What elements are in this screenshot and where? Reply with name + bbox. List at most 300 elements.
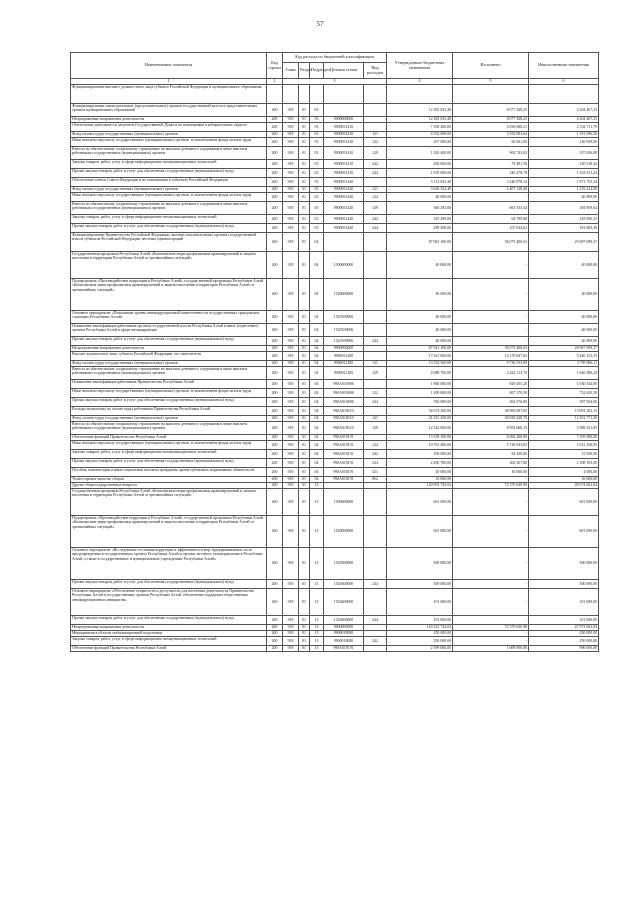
row-vid: 244 (364, 580, 387, 589)
header-index-1: 1 (71, 79, 267, 85)
row-approved: 1 200 000,00 (387, 389, 453, 398)
row-glava: 918 (283, 187, 299, 193)
row-executed: 8 953 668,15 (453, 422, 529, 435)
row-line-code: 200 (267, 311, 283, 324)
row-razdel: 01 (299, 215, 310, 224)
row-target: 9900051410 (324, 123, 364, 132)
row-vid: 242 (364, 160, 387, 169)
row-podrazdel: 03 (310, 132, 324, 138)
row-glava: 918 (283, 233, 299, 252)
row-vid (364, 252, 387, 279)
row-line-code: 200 (267, 147, 283, 160)
row-podrazdel: 04 (310, 311, 324, 324)
header-name: Наименование показателя (71, 53, 267, 79)
row-executed: - (453, 477, 529, 483)
row-target: 9900051420 (324, 187, 364, 193)
row-glava: 918 (283, 637, 299, 646)
row-glava: 918 (283, 380, 299, 389)
row-podrazdel: 03 (310, 215, 324, 224)
row-line-code: 200 (267, 104, 283, 117)
row-line-code: 200 (267, 132, 283, 138)
row-unexecuted: 40 000,00 (529, 337, 599, 346)
row-razdel: 01 (299, 441, 310, 450)
row-podrazdel: 13 (310, 516, 324, 548)
row-name: Обеспечение деятельности депутатов Государственной Думы и их помощников в избирательных округах (71, 123, 267, 132)
row-name: Иные выплаты персоналу государственных (муниципальных) органов, за исключением фонда оплаты труда (71, 138, 267, 147)
row-unexecuted: 500 000,00 (529, 548, 599, 580)
row-glava: 918 (283, 483, 299, 489)
row-razdel: 01 (299, 435, 310, 441)
row-name: Взносы по обязательному социальному страхованию на выплаты денежного содержания и иные выплаты работникам государственных (муниципальных) органов (71, 367, 267, 380)
row-name: Прочая закупка товаров, работ и услуг для обеспечения государственных (муниципальных) нужд (71, 224, 267, 233)
row-target: 990А010006 (324, 398, 364, 407)
row-target: 9900000000 (324, 346, 364, 352)
row-approved: 12 542 000,00 (387, 422, 453, 435)
row-glava: 918 (283, 646, 299, 652)
row-target: 990А018191 (324, 646, 364, 652)
row-glava: 918 (283, 435, 299, 441)
row-approved: 40 000,00 (387, 337, 453, 346)
row-line-code: 200 (267, 477, 283, 483)
row-vid: 852 (364, 477, 387, 483)
row-approved (387, 85, 453, 104)
row-target: 990А018191 (324, 468, 364, 477)
row-target: 1500000000 (324, 489, 364, 516)
row-razdel: 01 (299, 352, 310, 361)
row-unexecuted: 4 204 467,23 (529, 104, 599, 117)
row-approved: 101 000,00 (387, 589, 453, 616)
row-unexecuted: 145 690,32 (529, 215, 599, 224)
table-row (71, 215, 599, 224)
table-row (71, 367, 599, 380)
table-row (71, 516, 599, 548)
row-vid: 121 (364, 132, 387, 138)
row-approved: 40 000,00 (387, 279, 453, 311)
row-line-code (267, 85, 283, 104)
row-target: 1520400000 (324, 616, 364, 625)
row-podrazdel: 03 (310, 117, 324, 123)
row-glava: 918 (283, 138, 299, 147)
row-podrazdel: 04 (310, 441, 324, 450)
row-approved: 20 000,00 (387, 468, 453, 477)
row-podrazdel: 04 (310, 416, 324, 422)
row-target: 9900051410 (324, 147, 364, 160)
row-executed: 9 736 533,89 (453, 361, 529, 367)
row-razdel: 01 (299, 337, 310, 346)
row-target: 9900000000 (324, 625, 364, 631)
row-name: Взносы по обязательному социальному страхованию на выплаты денежного содержания и иные выплаты работникам государственных (муниципальных) органов (71, 202, 267, 215)
row-executed: 6 062 200,00 (453, 435, 529, 441)
row-executed: 30 029 428,70 (453, 416, 529, 422)
row-executed: 8 077 568,25 (453, 104, 529, 117)
row-razdel: 01 (299, 468, 310, 477)
row-glava: 918 (283, 441, 299, 450)
row-name: Прочая закупка товаров, работ и услуг для обеспечения государственных (муниципальных) нужд (71, 459, 267, 468)
row-name: Функционирование законодательных (представительных) органов государственной власти и представительных органов муниципальных образований (71, 104, 267, 117)
row-razdel: 01 (299, 233, 310, 252)
row-podrazdel: 03 (310, 123, 324, 132)
row-name: Подпрограмма «Противодействие коррупции в Республике Алтай» государственной программы Республики Алтай «Комплексные меры профилактики правонарушений и защиты населения и территории Республики Алтай от чрезвычайных ситуаций» (71, 279, 267, 311)
row-glava: 918 (283, 252, 299, 279)
row-executed: - (453, 311, 529, 324)
row-executed: 3 352 903,64 (453, 132, 529, 138)
row-razdel: 01 (299, 202, 310, 215)
table-row (71, 441, 599, 450)
row-line-code: 200 (267, 483, 283, 489)
row-executed: 79 481,56 (453, 160, 529, 169)
row-podrazdel: 03 (310, 193, 324, 202)
row-name: Иные выплаты персоналу государственных (муниципальных) органов, за исключением фонда оплаты труда (71, 389, 267, 398)
table-row (71, 202, 599, 215)
row-razdel: 01 (299, 422, 310, 435)
row-vid: 244 (364, 459, 387, 468)
row-line-code: 200 (267, 422, 283, 435)
row-approved: 54 074 200,00 (387, 407, 453, 416)
row-podrazdel: 04 (310, 477, 324, 483)
row-executed: - (453, 324, 529, 337)
row-unexecuted: 284 959,64 (529, 202, 599, 215)
row-vid: 242 (364, 215, 387, 224)
row-executed: 60 061,00 (453, 138, 529, 147)
header-razdel: Раздел (299, 63, 310, 79)
row-podrazdel: 04 (310, 450, 324, 459)
row-approved: 120 953 743,02 (387, 483, 453, 489)
row-unexecuted: 28 967 699,37 (529, 346, 599, 352)
row-podrazdel: 04 (310, 422, 324, 435)
row-executed: - (453, 580, 529, 589)
row-podrazdel: 04 (310, 367, 324, 380)
row-podrazdel (310, 85, 324, 104)
row-target: 990А018110 (324, 407, 364, 416)
row-name: Иные выплаты персоналу государственных (муниципальных) органов, за исключением фонда оплаты труда (71, 193, 267, 202)
row-podrazdel: 03 (310, 147, 324, 160)
row-glava: 918 (283, 459, 299, 468)
row-vid (364, 407, 387, 416)
row-approved: 13 532 500,00 (387, 361, 453, 367)
row-target: 9900051410 (324, 160, 364, 169)
row-vid: 244 (364, 337, 387, 346)
row-podrazdel: 04 (310, 233, 324, 252)
row-razdel: 01 (299, 117, 310, 123)
row-approved: 500 000,00 (387, 548, 453, 580)
row-executed: 829 455,20 (453, 380, 529, 389)
row-line-code: 200 (267, 123, 283, 132)
row-executed: - (453, 516, 529, 548)
table-row (71, 169, 599, 178)
row-name: Закупка товаров, работ, услуг в сфере информационно-коммуникационных технологий (71, 160, 267, 169)
row-glava: 918 (283, 589, 299, 616)
row-unexecuted: 29 007 699,37 (529, 233, 599, 252)
row-glava: 918 (283, 202, 299, 215)
header-vid: Вид расходов (364, 63, 387, 79)
row-vid: 129 (364, 422, 387, 435)
row-razdel: 01 (299, 459, 310, 468)
row-podrazdel: 13 (310, 625, 324, 631)
row-razdel: 01 (299, 483, 310, 489)
row-podrazdel: 04 (310, 352, 324, 361)
row-vid: 122 (364, 441, 387, 450)
row-approved: 12 282 035,48 (387, 117, 453, 123)
row-executed: 1 609 000,00 (453, 646, 529, 652)
row-name: Фонд оплаты труда государственных (муниципальных) органов (71, 416, 267, 422)
row-unexecuted: 732 620,50 (529, 389, 599, 398)
row-approved: 3 626 352,40 (387, 187, 453, 193)
row-name: Основное мероприятие «Обеспечение открытости и доступности для населения деятельности Правительства Республики Алтай и государственных органов Республики Алтай, обеспечение поддержки общественных антикоррупционных инициатив» (71, 589, 267, 616)
row-podrazdel: 13 (310, 616, 324, 625)
row-name: Непрограммные направления деятельности (71, 117, 267, 123)
row-podrazdel: 04 (310, 252, 324, 279)
row-name: Обеспечение функций Правительства Республики Алтай (71, 646, 267, 652)
row-name: Основное мероприятие «Повышение уровня антикоррупционной компетентности государственных гражданских служащих Республики Алтай» (71, 311, 267, 324)
row-razdel: 01 (299, 631, 310, 637)
row-executed: 4 836 688,21 (453, 123, 529, 132)
row-razdel: 01 (299, 616, 310, 625)
row-line-code: 200 (267, 279, 283, 311)
row-approved: 207 000,00 (387, 138, 453, 147)
row-approved: 87 041 100,00 (387, 346, 453, 352)
row-unexecuted: 5 012 356,95 (529, 441, 599, 450)
row-approved: 946 293,08 (387, 202, 453, 215)
row-razdel: 01 (299, 178, 310, 187)
row-target: 1500000000 (324, 252, 364, 279)
row-podrazdel: 13 (310, 483, 324, 489)
row-vid (364, 85, 387, 104)
row-vid: 122 (364, 389, 387, 398)
row-line-code: 200 (267, 361, 283, 367)
row-name: Расходы на выплаты по оплате труда работников Правительства Республики Алтай (71, 407, 267, 416)
row-approved: 200 000,00 (387, 160, 453, 169)
row-podrazdel: 13 (310, 631, 324, 637)
row-name: Функционирование Правительства Российской Федерации, высших исполнительных органов государственной власти субъектов Российской Федерации, местных администраций (71, 233, 267, 252)
row-podrazdel: 04 (310, 389, 324, 398)
row-glava: 918 (283, 407, 299, 416)
row-unexecuted: 3 795 966,11 (529, 361, 599, 367)
row-podrazdel: 13 (310, 646, 324, 652)
row-executed: 64 799,68 (453, 215, 529, 224)
row-vid (364, 324, 387, 337)
row-vid: 121 (364, 416, 387, 422)
row-vid: 244 (364, 398, 387, 407)
row-name: Фонд оплаты труда государственных (муниципальных) органов (71, 361, 267, 367)
row-vid: 129 (364, 147, 387, 160)
row-glava: 918 (283, 337, 299, 346)
row-razdel: 01 (299, 580, 310, 589)
row-glava: 918 (283, 367, 299, 380)
row-name: Взносы по обязательному социальному страхованию на выплаты денежного содержания и иные выплаты работникам государственных (муниципальных) органов (71, 422, 267, 435)
header-index-6: 6 (529, 79, 599, 85)
row-vid: 242 (364, 450, 387, 459)
row-target: 990А010006 (324, 389, 364, 398)
row-target: 9900051420 (324, 202, 364, 215)
row-line-code: 200 (267, 516, 283, 548)
table-row (71, 138, 599, 147)
row-line-code: 200 (267, 616, 283, 625)
row-line-code: 200 (267, 202, 283, 215)
row-name: Функционирование высшего должностного лица субъекта Российской Федерации и муниципального образования (71, 85, 267, 104)
row-glava: 918 (283, 389, 299, 398)
row-podrazdel: 04 (310, 380, 324, 389)
row-unexecuted: 40 000,00 (529, 252, 599, 279)
header-executed: Исполнено (453, 53, 529, 79)
row-glava: 918 (283, 580, 299, 589)
row-unexecuted (529, 85, 599, 104)
row-unexecuted: 601 000,00 (529, 516, 599, 548)
table-row (71, 646, 599, 652)
row-name: Обеспечение членов Совета Федерации и их помощников в субъектах Российской Федерации (71, 178, 267, 187)
row-unexecuted: 1 646 586,24 (529, 367, 599, 380)
header-target: Целевая статья (324, 63, 364, 79)
row-line-code: 200 (267, 352, 283, 361)
row-razdel: 01 (299, 646, 310, 652)
table-row (71, 380, 599, 389)
row-glava (283, 85, 299, 104)
row-razdel: 01 (299, 147, 310, 160)
row-approved: 40 000,00 (387, 324, 453, 337)
row-target: 990А018191 (324, 459, 364, 468)
row-line-code: 200 (267, 407, 283, 416)
row-unexecuted: 40 000,00 (529, 324, 599, 337)
row-target: 9900011200 (324, 361, 364, 367)
table-row (71, 459, 599, 468)
row-podrazdel: 03 (310, 202, 324, 215)
row-target: 1520000000 (324, 516, 364, 548)
row-target: 9900000000 (324, 117, 364, 123)
row-podrazdel: 04 (310, 346, 324, 352)
row-vid: 321 (364, 468, 387, 477)
row-name: Непрограммные направления деятельности (71, 625, 267, 631)
row-razdel: 01 (299, 123, 310, 132)
header-index-5: 5 (453, 79, 529, 85)
row-vid: 122 (364, 138, 387, 147)
row-executed: - (453, 489, 529, 516)
row-unexecuted: 40 000,00 (529, 311, 599, 324)
row-glava: 918 (283, 361, 299, 367)
row-approved: 10 761 400,00 (387, 441, 453, 450)
row-razdel: 01 (299, 516, 310, 548)
row-glava: 918 (283, 132, 299, 138)
header-glava: Глава (283, 63, 299, 79)
row-approved: 13 358 100,00 (387, 435, 453, 441)
table-row (71, 637, 599, 646)
row-approved: 1 320 400,00 (387, 147, 453, 160)
row-glava: 918 (283, 468, 299, 477)
row-unexecuted: 181 865,38 (529, 224, 599, 233)
row-vid: 129 (364, 367, 387, 380)
row-line-code: 200 (267, 117, 283, 123)
row-razdel: 01 (299, 187, 310, 193)
row-name: Уплата прочих налогов, сборов (71, 477, 267, 483)
row-vid (364, 489, 387, 516)
table-row (71, 104, 599, 117)
row-glava: 918 (283, 346, 299, 352)
row-executed: 5 749 043,05 (453, 441, 529, 450)
row-line-code: 200 (267, 233, 283, 252)
row-approved: 101 000,00 (387, 616, 453, 625)
row-approved: 601 000,00 (387, 516, 453, 548)
row-executed: 72 379 630,98 (453, 625, 529, 631)
header-index-3: 3 (283, 79, 387, 85)
row-vid: 244 (364, 169, 387, 178)
row-target: 1520400000 (324, 589, 364, 616)
row-unexecuted: 11 501 771,30 (529, 416, 599, 422)
row-vid (364, 233, 387, 252)
row-target: 9900051420 (324, 224, 364, 233)
row-line-code: 200 (267, 637, 283, 646)
row-name: Прочая закупка товаров, работ и услуг для обеспечения государственных (муниципальных) нужд (71, 398, 267, 407)
row-vid (364, 123, 387, 132)
row-line-code: 200 (267, 459, 283, 468)
row-line-code: 200 (267, 178, 283, 187)
row-approved: 2 490 700,00 (387, 459, 453, 468)
row-unexecuted: 1 030 544,80 (529, 380, 599, 389)
row-podrazdel: 03 (310, 160, 324, 169)
row-target: 9900051410 (324, 138, 364, 147)
row-razdel: 01 (299, 160, 310, 169)
row-unexecuted: 48 574 062,04 (529, 483, 599, 489)
table-row (71, 548, 599, 580)
row-executed: - (453, 637, 529, 646)
row-line-code: 200 (267, 489, 283, 516)
table-row (71, 468, 599, 477)
row-vid (364, 311, 387, 324)
row-line-code: 200 (267, 252, 283, 279)
row-podrazdel: 04 (310, 324, 324, 337)
row-line-code: 200 (267, 215, 283, 224)
row-executed (453, 85, 529, 104)
row-target: 1520100006 (324, 324, 364, 337)
row-glava: 918 (283, 224, 299, 233)
table-row (71, 489, 599, 516)
row-line-code: 200 (267, 589, 283, 616)
table-row (71, 147, 599, 160)
row-target: 1520000000 (324, 279, 364, 311)
row-line-code: 200 (267, 468, 283, 477)
row-unexecuted: 357 656,08 (529, 147, 599, 160)
row-glava: 918 (283, 117, 299, 123)
row-name: Прочая закупка товаров, работ и услуг для обеспечения государственных (муниципальных) нужд (71, 580, 267, 589)
row-vid (364, 589, 387, 616)
row-razdel: 01 (299, 252, 310, 279)
table-row (71, 311, 599, 324)
row-executed: - (453, 279, 529, 311)
row-line-code: 200 (267, 367, 283, 380)
row-vid: 122 (364, 193, 387, 202)
row-podrazdel: 13 (310, 580, 324, 589)
row-razdel: 01 (299, 104, 310, 117)
row-target: 9900018080 (324, 637, 364, 646)
row-unexecuted: 16 000,00 (529, 477, 599, 483)
row-name: Прочая закупка товаров, работ и услуг для обеспечения государственных (муниципальных) нужд (71, 337, 267, 346)
row-glava: 918 (283, 516, 299, 548)
row-podrazdel: 04 (310, 337, 324, 346)
row-line-code: 200 (267, 193, 283, 202)
row-glava: 918 (283, 489, 299, 516)
row-target: 9900051420 (324, 178, 364, 187)
row-name: Закупка товаров, работ, услуг в сфере информационно-коммуникационных технологий (71, 215, 267, 224)
row-executed: 16 000,00 (453, 468, 529, 477)
row-razdel: 01 (299, 380, 310, 389)
table-row (71, 324, 599, 337)
row-name: Обеспечение функций Правительства Республики Алтай (71, 435, 267, 441)
row-razdel: 01 (299, 548, 310, 580)
row-razdel: 01 (299, 311, 310, 324)
row-approved: 41 531 200,00 (387, 416, 453, 422)
row-vid (364, 178, 387, 187)
row-target: 9900051410 (324, 132, 364, 138)
row-vid: 242 (364, 637, 387, 646)
row-podrazdel: 04 (310, 361, 324, 367)
row-name: Мероприятия в области мобилизационной подготовки (71, 631, 267, 637)
